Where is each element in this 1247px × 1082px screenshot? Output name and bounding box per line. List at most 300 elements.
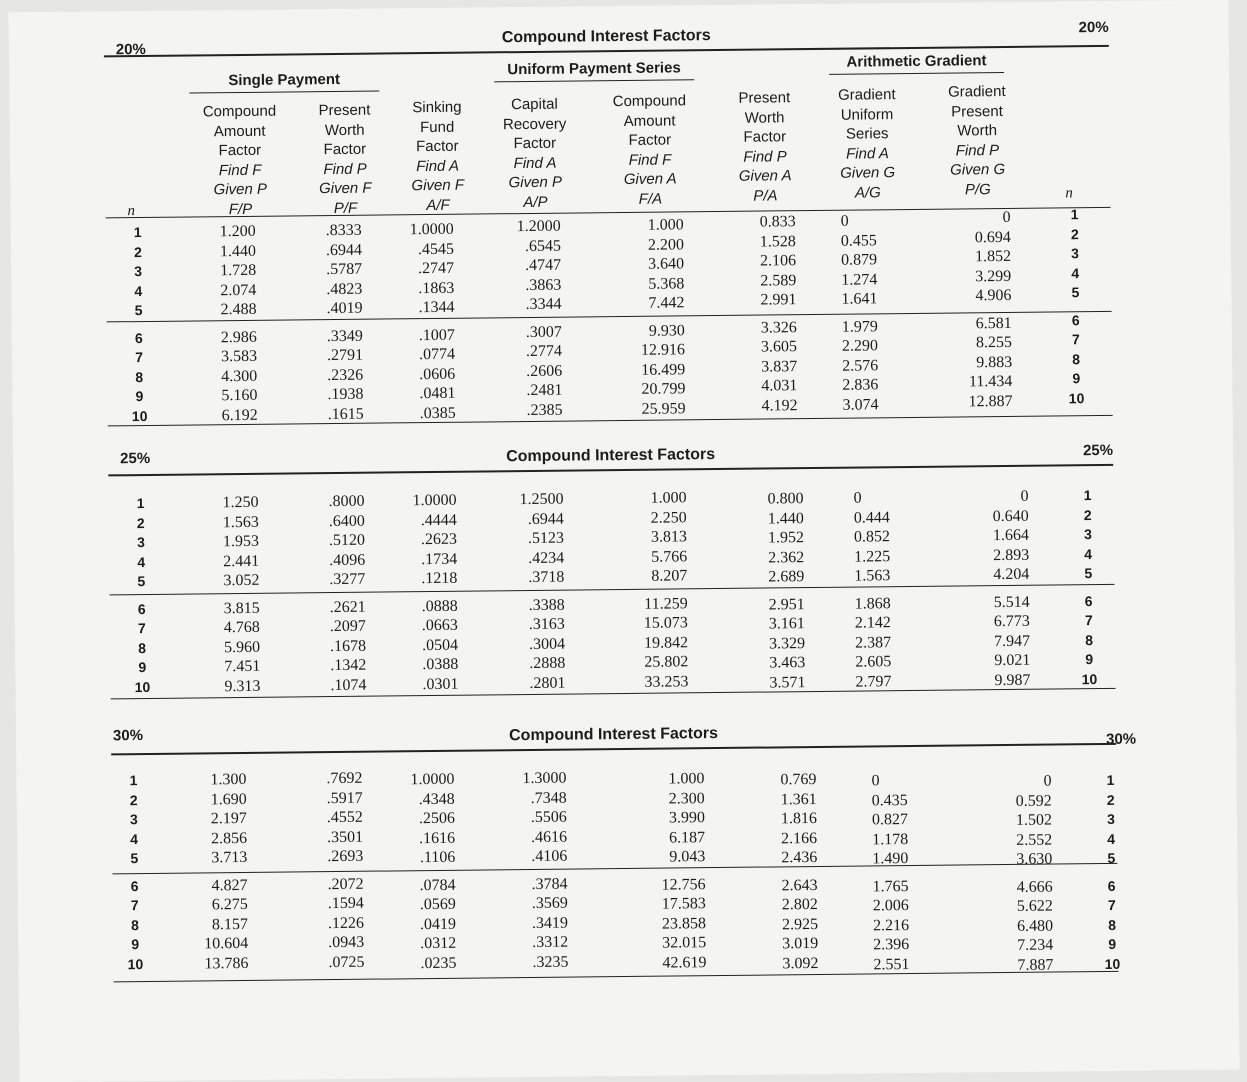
factor-value: 19.842: [643, 633, 689, 652]
period-number: 1: [133, 224, 142, 241]
period-number: 3: [1071, 245, 1079, 262]
factor-value: .6545: [524, 237, 561, 255]
period-number: 9: [1072, 370, 1081, 387]
header-fp: Compound Amount Factor Find F Given P F/P: [202, 102, 277, 218]
column-pf: [306, 221, 364, 425]
table-title: Compound Interest Factors: [506, 446, 716, 466]
rate-label-left: 20%: [115, 40, 146, 59]
factor-value: .3344: [525, 295, 562, 314]
factor-value: 4.204: [993, 565, 1030, 584]
factor-value: .4106: [531, 847, 568, 865]
factor-value: 6.773: [993, 612, 1030, 631]
n-column-left: [124, 223, 154, 426]
factor-value: .1863: [418, 279, 455, 297]
factor-value: .0481: [419, 384, 456, 403]
factor-value: 0.640: [992, 507, 1029, 525]
period-number: 4: [1084, 545, 1093, 562]
factor-value: .7692: [326, 769, 363, 788]
factor-value: 2.290: [841, 337, 879, 355]
period-number: 8: [138, 639, 147, 656]
factor-value: 3.990: [668, 809, 705, 827]
mid-rule: [110, 584, 1115, 596]
factor-value: 1.953: [222, 532, 260, 551]
factor-value: 2.802: [781, 895, 818, 914]
factor-value: 9.987: [994, 671, 1031, 689]
bottom-rule: [108, 415, 1113, 427]
n-header-left: n: [127, 203, 136, 220]
factor-value: 0: [871, 772, 880, 790]
period-number: 3: [1106, 810, 1115, 827]
column-fa: [618, 488, 688, 692]
factor-value: 1.852: [974, 247, 1012, 266]
period-number: 9: [1108, 935, 1117, 952]
period-number: 6: [1107, 877, 1116, 894]
factor-value: 1.274: [841, 270, 878, 289]
factor-value: .4552: [326, 808, 363, 827]
period-number: 7: [1071, 331, 1080, 348]
period-number: 7: [137, 620, 146, 637]
factor-value: 0.455: [840, 231, 877, 250]
factor-value: 23.858: [661, 914, 707, 933]
period-number: 6: [1071, 311, 1080, 328]
factor-value: 42.619: [662, 953, 707, 972]
period-number: 5: [134, 302, 143, 319]
factor-value: 0.769: [780, 770, 817, 789]
group-arithmetic-gradient: Arithmetic Gradient: [829, 52, 1004, 75]
factor-value: 2.991: [760, 291, 797, 309]
factor-value: .2326: [327, 366, 364, 384]
factor-value: 0.879: [840, 251, 878, 269]
column-ap: [501, 217, 563, 421]
factor-value: 1.2500: [519, 490, 564, 509]
factor-value: 2.488: [220, 300, 257, 319]
period-number: 9: [138, 659, 147, 676]
factor-value: 11.434: [968, 372, 1013, 391]
column-pg: [951, 208, 1013, 412]
column-ag: [853, 488, 905, 692]
period-number: 1: [1070, 206, 1079, 223]
factor-value: 2.362: [768, 548, 805, 566]
factor-value: 3.713: [211, 848, 248, 867]
column-fa: [616, 215, 686, 419]
bottom-rule: [114, 971, 1119, 983]
factor-value: .1074: [330, 676, 367, 694]
factor-value: .4096: [329, 551, 366, 569]
factor-value: 2.576: [842, 356, 879, 375]
factor-value: 4.768: [223, 618, 260, 637]
factor-value: .2623: [420, 530, 458, 549]
factor-value: .1938: [327, 385, 364, 404]
period-number: 8: [1085, 631, 1094, 648]
period-number: 1: [1106, 771, 1115, 788]
header-fa: Compound Amount Factor Find F Given A F/A: [612, 92, 687, 208]
factor-value: 12.916: [640, 341, 686, 359]
factor-value: 9.313: [224, 677, 261, 695]
factor-value: .0504: [421, 636, 459, 654]
n-column-right: [1096, 771, 1126, 974]
period-number: 2: [1083, 506, 1092, 523]
table-25-percent: [108, 436, 1116, 707]
factor-value: 9.930: [648, 321, 685, 340]
factor-value: 3.630: [1016, 850, 1053, 868]
factor-table-page: [8, 0, 1239, 1082]
factor-value: .1344: [418, 298, 455, 317]
period-number: 7: [135, 349, 144, 366]
column-pg: [991, 772, 1053, 976]
factor-value: .0774: [418, 345, 456, 364]
mid-rule: [112, 863, 1117, 875]
rate-label-left: 25%: [120, 449, 151, 468]
factor-value: 1.0000: [410, 770, 455, 789]
factor-value: .0784: [419, 876, 456, 894]
factor-value: 1.490: [872, 850, 909, 868]
factor-value: 8.207: [651, 567, 688, 585]
factor-value: 2.200: [647, 235, 684, 254]
factor-value: 1.000: [668, 770, 705, 788]
period-number: 8: [135, 368, 144, 385]
column-fa: [636, 769, 706, 973]
factor-value: .3863: [525, 276, 562, 294]
factor-value: 2.643: [781, 876, 818, 894]
factor-value: 5.960: [224, 638, 261, 656]
factor-value: .0725: [328, 953, 365, 971]
factor-value: .3784: [531, 875, 568, 893]
factor-value: .1678: [329, 637, 367, 655]
table-30-percent: [111, 713, 1137, 1004]
n-header-right: n: [1065, 185, 1073, 202]
factor-value: 3.463: [769, 654, 806, 672]
factor-value: .1734: [421, 550, 458, 568]
factor-value: .1616: [419, 829, 456, 847]
factor-value: 2.551: [873, 955, 910, 973]
factor-value: 17.583: [661, 895, 706, 913]
rate-label-left: 30%: [112, 727, 144, 745]
factor-value: 2.074: [220, 281, 257, 299]
factor-value: .0606: [419, 365, 456, 383]
period-number: 6: [1084, 592, 1093, 609]
factor-value: 5.622: [1016, 897, 1053, 915]
factor-value: 1.440: [219, 242, 257, 260]
period-number: 8: [1108, 916, 1117, 933]
factor-value: .2606: [526, 362, 563, 380]
factor-value: .0235: [420, 954, 457, 972]
rate-label-right: 25%: [1082, 441, 1114, 460]
factor-value: 7.234: [1017, 936, 1054, 954]
rate-label-right: 20%: [1078, 18, 1109, 37]
factor-value: .3419: [531, 914, 569, 932]
factor-value: 20.799: [641, 380, 686, 398]
factor-value: 1.2000: [516, 217, 561, 236]
factor-value: 9.021: [994, 651, 1031, 670]
factor-value: 9.043: [669, 848, 706, 866]
factor-value: 5.368: [648, 274, 685, 293]
factor-value: 0: [840, 212, 849, 230]
factor-value: 1.300: [210, 770, 247, 789]
factor-value: 3.815: [223, 599, 260, 617]
table-title: Compound Interest Factors: [508, 725, 719, 745]
period-number: 6: [134, 329, 143, 346]
factor-value: .0943: [328, 933, 365, 952]
factor-value: 0.592: [1015, 792, 1052, 810]
factor-value: 2.216: [872, 916, 910, 934]
factor-value: .3004: [528, 635, 566, 653]
factor-value: .3349: [326, 327, 363, 345]
period-number: 5: [137, 573, 146, 590]
factor-value: 8.157: [211, 915, 249, 933]
header-ap: Capital Recovery Factor Find A Given P A/P: [502, 95, 567, 211]
factor-value: 3.299: [975, 267, 1012, 285]
factor-value: 8.255: [975, 333, 1013, 352]
factor-value: 12.887: [968, 392, 1013, 410]
factor-value: .1106: [419, 848, 456, 867]
period-number: 7: [1107, 896, 1116, 913]
factor-value: 0.827: [871, 811, 909, 829]
factor-value: 1.200: [219, 222, 256, 241]
factor-value: 0.444: [853, 508, 890, 527]
factor-value: .4444: [420, 511, 457, 529]
period-number: 5: [1071, 284, 1080, 301]
column-af: [396, 770, 456, 974]
column-af: [396, 220, 456, 424]
factor-value: 2.589: [760, 271, 797, 290]
period-number: 9: [1085, 651, 1094, 668]
factor-value: 3.019: [782, 934, 819, 953]
factor-value: 2.605: [855, 653, 892, 671]
period-number: 1: [129, 772, 138, 789]
factor-value: 2.197: [210, 809, 247, 828]
factor-value: 1.3000: [522, 769, 567, 788]
factor-value: .0419: [419, 915, 457, 933]
table-20-percent: [104, 13, 1113, 429]
factor-value: 1.178: [872, 830, 909, 848]
factor-value: .2481: [526, 381, 563, 400]
period-number: 6: [130, 877, 139, 894]
factor-value: .5506: [530, 808, 567, 826]
factor-value: 3.161: [768, 615, 805, 633]
period-number: 4: [1071, 264, 1080, 281]
period-number: 10: [1104, 955, 1121, 972]
factor-value: .2774: [525, 342, 563, 361]
factor-value: .0888: [421, 597, 458, 615]
factor-value: 3.571: [769, 673, 806, 691]
factor-value: 5.766: [651, 547, 688, 566]
factor-value: 9.883: [976, 353, 1013, 371]
factor-value: 1.0000: [412, 491, 457, 510]
factor-value: 2.396: [873, 936, 910, 954]
factor-value: .0388: [422, 655, 459, 674]
header-ag: Gradient Uniform Series Find A Given G A/G: [837, 86, 896, 202]
factor-value: 1.690: [210, 790, 247, 808]
period-number: 9: [135, 388, 144, 405]
factor-value: .0312: [420, 934, 457, 953]
factor-value: 1.250: [222, 493, 259, 512]
factor-value: 2.689: [768, 568, 805, 586]
factor-value: 3.052: [223, 571, 260, 590]
column-pf: [308, 492, 366, 696]
period-number: 4: [1107, 830, 1116, 847]
factor-value: 2.436: [781, 848, 818, 867]
factor-value: .4823: [326, 280, 363, 298]
period-number: 3: [136, 534, 145, 551]
factor-value: 4.300: [221, 367, 258, 385]
period-number: 2: [136, 514, 145, 531]
factor-value: 6.192: [221, 406, 258, 424]
factor-value: 6.581: [975, 314, 1012, 332]
column-fp: [198, 493, 260, 697]
factor-value: .3235: [532, 953, 569, 971]
header-pg: Gradient Present Worth Find P Given G P/G: [947, 82, 1006, 198]
period-number: 3: [1083, 526, 1092, 543]
factor-value: 2.893: [993, 546, 1030, 564]
factor-value: 3.605: [760, 338, 798, 356]
period-number: 8: [1072, 350, 1081, 367]
period-number: 10: [1068, 389, 1085, 406]
factor-value: 0.833: [759, 213, 796, 231]
period-number: 2: [133, 243, 142, 260]
factor-value: 5.160: [221, 386, 258, 405]
n-column-left: [126, 494, 156, 697]
header-af: Sinking Fund Factor Find A Given F A/F: [411, 98, 465, 214]
factor-value: .3501: [326, 828, 364, 846]
factor-value: .3312: [532, 933, 569, 951]
factor-value: 15.073: [643, 614, 688, 632]
factor-value: .2621: [329, 598, 366, 616]
factor-value: 7.442: [648, 294, 685, 312]
factor-value: .3569: [531, 894, 568, 912]
factor-value: 4.666: [1016, 878, 1053, 896]
factor-value: 2.836: [842, 376, 879, 394]
table-title: Compound Interest Factors: [501, 27, 711, 47]
factor-value: .1615: [327, 405, 364, 423]
header-pf: Present Worth Factor Find P Given F P/F: [318, 101, 372, 217]
factor-value: 0.435: [871, 791, 908, 809]
factor-value: 3.326: [760, 318, 797, 337]
factor-value: 2.797: [855, 672, 892, 691]
factor-value: 1.0000: [409, 220, 454, 239]
factor-value: .3007: [525, 323, 562, 341]
factor-value: 2.856: [211, 829, 248, 847]
column-pa: [761, 770, 818, 974]
factor-value: 2.387: [854, 633, 892, 652]
factor-value: 3.074: [842, 395, 879, 414]
factor-value: 0.694: [974, 228, 1011, 246]
factor-value: 2.552: [1016, 831, 1053, 849]
factor-value: 1.000: [647, 216, 684, 234]
period-number: 5: [130, 850, 139, 867]
factor-value: .2097: [329, 617, 366, 636]
factor-value: 2.250: [650, 508, 687, 527]
factor-value: 4.192: [761, 396, 798, 415]
factor-value: 25.959: [641, 399, 686, 418]
factor-value: .4616: [531, 828, 568, 846]
factor-value: 2.300: [668, 789, 705, 808]
factor-value: 16.499: [641, 360, 686, 379]
factor-value: 1.000: [650, 489, 687, 507]
factor-value: .4747: [525, 256, 562, 275]
period-number: 10: [127, 955, 144, 972]
period-number: 3: [134, 263, 143, 280]
factor-value: .3277: [329, 570, 366, 589]
factor-value: 33.253: [644, 672, 689, 691]
factor-value: .4234: [528, 549, 565, 567]
period-number: 3: [129, 811, 138, 828]
factor-value: 3.092: [782, 954, 819, 972]
column-pg: [968, 487, 1030, 691]
factor-value: 1.728: [220, 261, 257, 280]
factor-value: 32.015: [662, 934, 707, 952]
column-pa: [748, 489, 805, 693]
factor-value: 4.906: [975, 286, 1012, 305]
factor-value: .4348: [418, 790, 455, 808]
factor-value: 1.563: [854, 567, 891, 585]
period-number: 1: [1083, 487, 1092, 504]
factor-value: 1.664: [992, 526, 1030, 545]
factor-value: 3.813: [650, 528, 688, 546]
period-number: 6: [137, 600, 146, 617]
period-number: 5: [1107, 849, 1116, 866]
period-number: 2: [1106, 791, 1115, 808]
period-number: 4: [137, 553, 146, 570]
factor-value: .5787: [326, 260, 363, 279]
factor-value: 7.887: [1017, 956, 1054, 974]
factor-value: 4.827: [211, 876, 248, 894]
rate-label-right: 30%: [1105, 730, 1137, 748]
factor-value: .4545: [417, 240, 455, 258]
factor-value: 1.641: [841, 290, 878, 308]
factor-value: 1.765: [872, 877, 909, 895]
factor-value: 1.816: [780, 809, 818, 828]
factor-value: .8000: [328, 492, 365, 511]
n-column-right: [1073, 486, 1103, 689]
factor-value: .6944: [527, 510, 564, 528]
header-pa: Present Worth Factor Find P Given A P/A: [738, 89, 792, 205]
factor-value: 0.800: [767, 490, 804, 508]
factor-value: 3.583: [220, 347, 258, 366]
factor-value: 0.852: [853, 528, 891, 546]
factor-value: .0385: [419, 404, 456, 422]
factor-value: .5917: [326, 789, 363, 807]
factor-value: .6944: [325, 241, 363, 259]
factor-value: 1.979: [841, 317, 878, 336]
period-number: 10: [134, 678, 151, 695]
factor-value: .1342: [330, 656, 367, 675]
factor-value: .8333: [325, 221, 362, 240]
factor-value: 1.361: [780, 790, 817, 808]
factor-value: 2.006: [872, 897, 909, 915]
factor-value: .3718: [528, 568, 565, 587]
factor-value: 6.480: [1016, 917, 1054, 935]
column-ap: [506, 769, 568, 973]
factor-value: 2.106: [759, 252, 797, 270]
factor-value: 13.786: [204, 954, 249, 972]
period-number: 10: [131, 407, 148, 424]
bottom-rule: [111, 688, 1116, 700]
factor-value: .1007: [418, 326, 455, 344]
period-number: 8: [131, 916, 139, 933]
factor-value: 2.986: [220, 328, 257, 346]
factor-value: 4.031: [761, 377, 798, 395]
factor-value: 0: [1043, 772, 1052, 790]
factor-value: .5123: [527, 529, 565, 548]
period-number: 4: [134, 282, 143, 299]
factor-value: 1.225: [854, 547, 891, 566]
factor-value: .5120: [328, 531, 366, 550]
factor-value: 1.952: [767, 529, 805, 547]
factor-value: 6.187: [669, 828, 706, 847]
factor-value: 5.514: [993, 593, 1030, 611]
period-number: 10: [1081, 670, 1098, 687]
column-ag: [871, 771, 923, 975]
